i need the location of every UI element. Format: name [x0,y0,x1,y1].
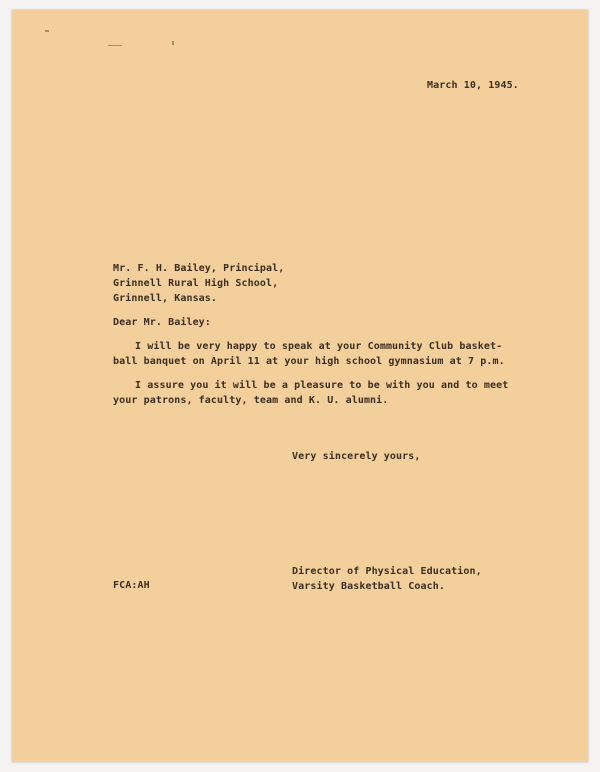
closing: Very sincerely yours, [292,451,421,462]
letter-page [12,10,588,762]
typist-initials: FCA:AH [113,580,150,591]
recipient-line-2: Grinnell Rural High School, [113,278,279,289]
recipient-line-1: Mr. F. H. Bailey, Principal, [113,263,285,274]
paragraph-1-line-1: I will be very happy to speak at your Community Club basket- [135,341,503,352]
paragraph-2-line-1: I assure you it will be a pleasure to be with you and to meet [135,380,509,391]
recipient-line-3: Grinnell, Kansas. [113,293,218,304]
salutation: Dear Mr. Bailey: [113,317,211,328]
stray-mark [172,41,174,45]
letter-date: March 10, 1945. [427,80,519,91]
stray-mark [108,45,122,46]
signature-title-2: Varsity Basketball Coach. [292,581,446,592]
stray-mark [45,30,49,32]
paragraph-1-line-2: ball banquet on April 11 at your high school gymnasium at 7 p.m. [113,356,505,367]
paragraph-2-line-2: your patrons, faculty, team and K. U. alumni. [113,395,389,406]
signature-title-1: Director of Physical Education, [292,566,482,577]
